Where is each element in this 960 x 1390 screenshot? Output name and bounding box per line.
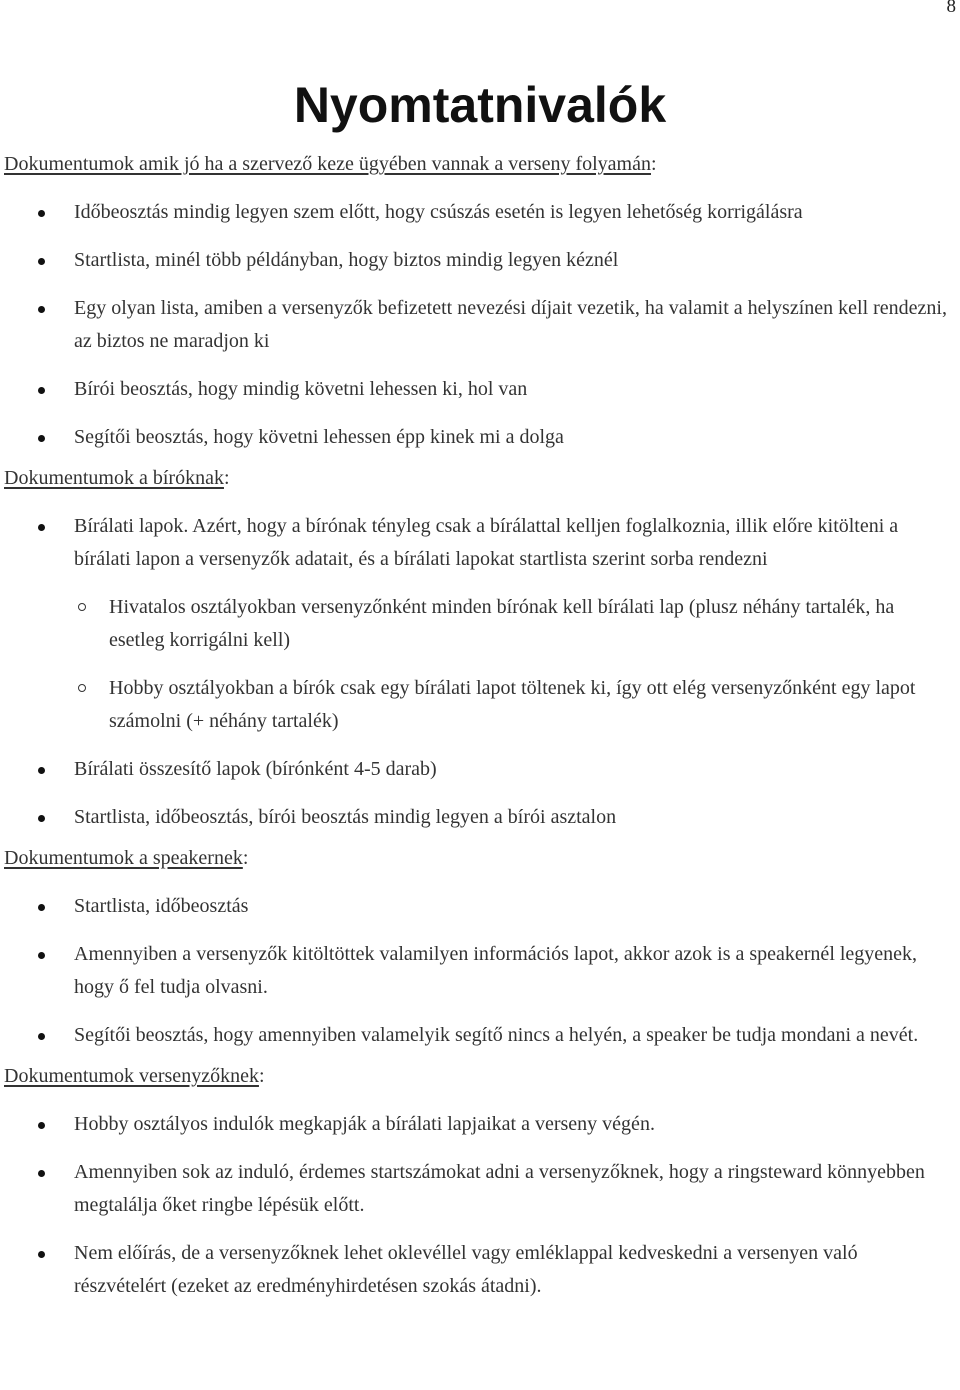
list-item-text: Bírálati lapok. Azért, hogy a bírónak tényleg csak a bírálattal kelljen foglalkoznia, illik előre kitölteni a bírálati lapon a versenyzők adatait, és a bírálati lapokat startlista szerint sorba rendezni — [74, 515, 899, 570]
list-item: Hobby osztályos indulók megkapják a bírálati lapjaikat a verseny végén. — [4, 1108, 954, 1141]
section-heading-text: Dokumentumok a bíróknak — [4, 467, 224, 489]
list-item: Startlista, időbeosztás — [4, 890, 954, 923]
speaker-document-list — [4, 890, 954, 1052]
section-heading-text: Dokumentumok a speakernek — [4, 847, 243, 869]
section-heading-speaker: Dokumentumok a speakernek: — [4, 847, 249, 869]
list-item — [4, 510, 954, 738]
sub-list — [74, 591, 954, 738]
section-heading-competitors: Dokumentumok versenyzőknek: — [4, 1065, 265, 1087]
list-item: Egy olyan lista, amiben a versenyzők befizetett nevezési díjait vezetik, ha valamit a helyszínen kell rendezni, az biztos ne maradjon ki — [4, 292, 954, 358]
sub-list-item: Hivatalos osztályokban versenyzőnként minden bírónak kell bírálati lap (plusz néhány tartalék, ha esetleg korrigálni kell) — [74, 591, 954, 657]
list-item: Segítői beosztás, hogy amennyiben valamelyik segítő nincs a helyén, a speaker be tudja mondani a nevét. — [4, 1019, 954, 1052]
list-item: Amennyiben sok az induló, érdemes startszámokat adni a versenyzőknek, hogy a ringsteward könnyebben megtalálja őket ringbe lépésük előtt. — [4, 1156, 954, 1222]
list-item: Bírálati összesítő lapok (bírónként 4-5 darab) — [4, 753, 954, 786]
competitors-document-list — [4, 1108, 954, 1303]
page-title: Nyomtatnivalók — [293, 77, 667, 133]
section-heading-organizer: Dokumentumok amik jó ha a szervező keze ügyében vannak a verseny folyamán: — [4, 153, 657, 175]
sub-list-item: Hobby osztályokban a bírók csak egy bírálati lapot töltenek ki, így ott elég versenyzőnként egy lapot számolni (+ néhány tartalék) — [74, 672, 954, 738]
list-item: Startlista, időbeosztás, bírói beosztás mindig legyen a bírói asztalon — [4, 801, 954, 834]
list-item: Amennyiben a versenyzők kitöltöttek valamilyen információs lapot, akkor azok is a speakernél legyenek, hogy ő fel tudja olvasni. — [4, 938, 954, 1004]
section-heading-judges: Dokumentumok a bíróknak: — [4, 467, 230, 489]
list-item: Időbeosztás mindig legyen szem előtt, hogy csúszás esetén is legyen lehetőség korrigálásra — [4, 196, 954, 229]
list-item: Nem előírás, de a versenyzőknek lehet oklevéllel vagy emléklappal kedveskedni a versenyen való részvételért (ezeket az eredményhirdetésen szokás átadni). — [4, 1237, 954, 1303]
list-item: Segítői beosztás, hogy követni lehessen épp kinek mi a dolga — [4, 421, 954, 454]
organizer-document-list — [4, 196, 954, 454]
judges-document-list — [4, 510, 954, 834]
section-heading-text: Dokumentumok versenyzőknek — [4, 1065, 259, 1087]
document-body — [4, 148, 954, 1303]
page-number: 8 — [946, 0, 956, 17]
list-item: Bírói beosztás, hogy mindig követni lehessen ki, hol van — [4, 373, 954, 406]
section-heading-text: Dokumentumok amik jó ha a szervező keze ügyében vannak a verseny folyamán — [4, 153, 651, 175]
list-item: Startlista, minél több példányban, hogy biztos mindig legyen kéznél — [4, 244, 954, 277]
